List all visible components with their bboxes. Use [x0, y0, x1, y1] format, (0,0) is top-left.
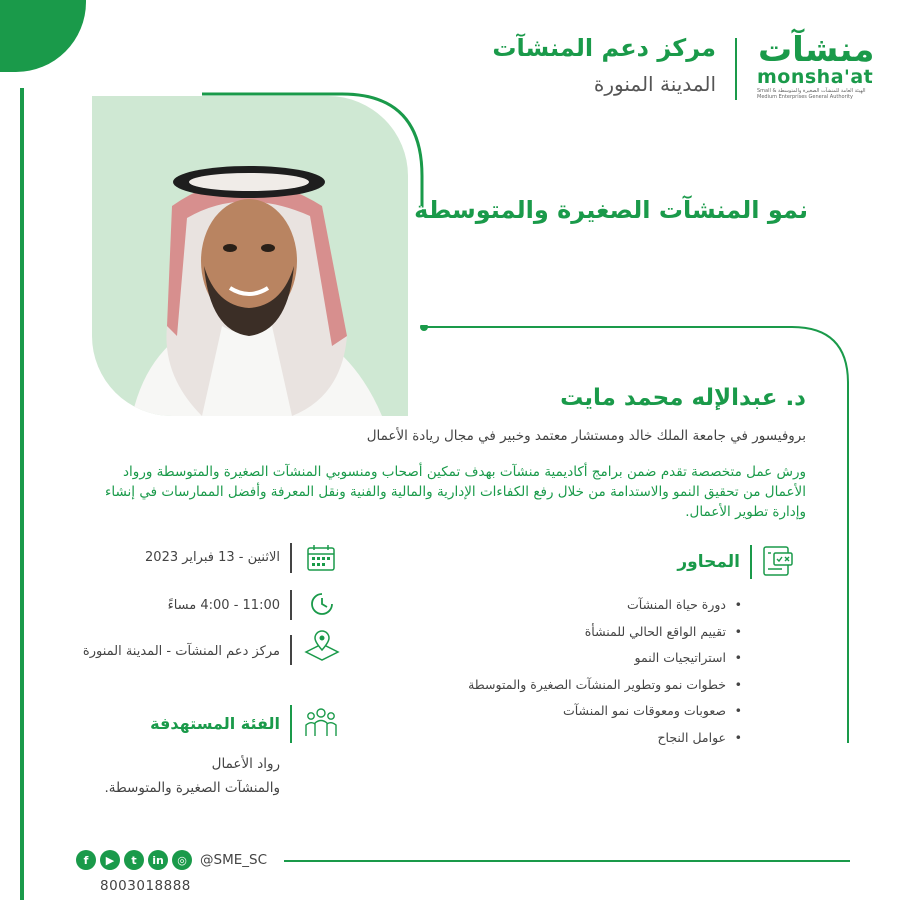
event-time: 11:00 - 4:00 مساءً [167, 598, 280, 613]
list-item: • استراتيجيات النمو [422, 645, 742, 672]
target-title: الفئة المستهدفة [150, 714, 280, 733]
target-divider [290, 705, 292, 743]
phone-number[interactable]: 8003018888 [100, 878, 191, 894]
speaker-portrait-icon [92, 96, 408, 416]
header-divider [735, 38, 737, 100]
social-handle[interactable]: @SME_SC [200, 852, 267, 868]
workshop-title: نمو المنشآت الصغيرة والمتوسطة [414, 196, 808, 224]
target-audience [104, 752, 280, 800]
center-title: مركز دعم المنشآت [492, 34, 716, 62]
logo-english: monsha'at [757, 66, 874, 88]
linkedin-icon[interactable]: in [148, 850, 168, 870]
workshop-description: ورش عمل متخصصة تقدم ضمن برامج أكاديمية منشآت بهدف تمكين أصحاب ومنسوبي المنشآت الصغيرة والمتوسطة ورواد الأعمال من تحقيق النمو والاستدامة من خلال رفع الكفاءات الإدارية والمالية والفنية ونقل المعرفة وأفضل الممارسات في إنشاء وإدارة تطوير الأعمال. [105, 464, 806, 520]
logo-arabic: منشآت [758, 30, 875, 70]
axes-divider [750, 545, 752, 579]
speaker-bio: بروفيسور في جامعة الملك خالد ومستشار معتمد وخبير في مجال ريادة الأعمال [366, 428, 806, 444]
social-links [76, 850, 192, 870]
list-item: • خطوات نمو وتطوير المنشآت الصغيرة والمتوسطة [422, 672, 742, 699]
axes-title: المحاور [677, 552, 740, 572]
list-item: • صعوبات ومعوقات نمو المنشآت [422, 698, 742, 725]
clock-icon [308, 590, 336, 618]
logo-tagline: الهيئة العامة للمنشآت الصغيرة والمتوسطة Small & Medium Enterprises General Authority [757, 88, 866, 100]
date-divider [290, 543, 292, 573]
facebook-icon[interactable]: f [76, 850, 96, 870]
event-location: مركز دعم المنشآت - المدينة المنورة [82, 644, 280, 659]
youtube-icon[interactable]: ▶ [100, 850, 120, 870]
target-line-1: رواد الأعمال [211, 756, 280, 772]
center-city: المدينة المنورة [593, 72, 716, 96]
instagram-icon[interactable]: ◎ [172, 850, 192, 870]
event-date: الاثنين - 13 فبراير 2023 [145, 550, 280, 565]
calendar-icon [306, 544, 336, 572]
list-item: • تقييم الواقع الحالي للمنشأة [422, 619, 742, 646]
left-accent-line [20, 88, 24, 900]
twitter-icon[interactable]: t [124, 850, 144, 870]
time-divider [290, 590, 292, 620]
checklist-icon [760, 543, 796, 579]
list-item: • عوامل النجاح [422, 725, 742, 752]
list-item: • دورة حياة المنشآت [422, 592, 742, 619]
speaker-photo [92, 96, 408, 416]
target-line-2: والمنشآت الصغيرة والمتوسطة. [104, 780, 280, 796]
group-icon [304, 706, 338, 742]
location-divider [290, 635, 292, 665]
footer-line [284, 860, 850, 862]
map-pin-icon [302, 630, 342, 664]
speaker-name: د. عبدالإله محمد مايت [560, 385, 806, 411]
topics-list [422, 592, 742, 751]
corner-decoration [0, 0, 86, 72]
